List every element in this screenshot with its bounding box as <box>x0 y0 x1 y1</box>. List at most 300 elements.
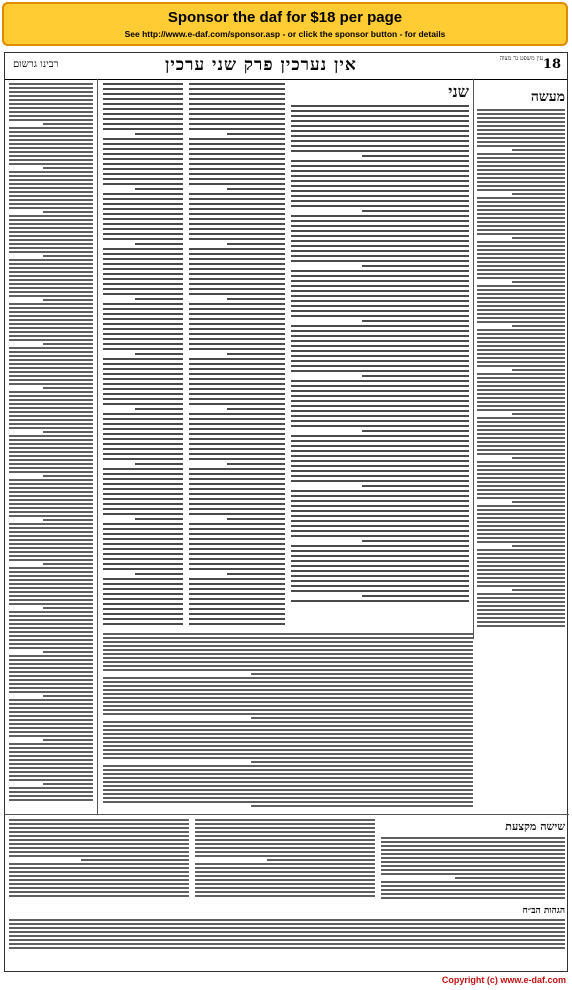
text-line <box>291 500 469 502</box>
text-line <box>9 599 93 601</box>
copyright-link[interactable]: Copyright (c) www.e-daf.com <box>441 975 566 985</box>
text-line <box>189 503 285 505</box>
text-line <box>9 523 93 525</box>
text-line <box>477 349 565 351</box>
text-line <box>43 431 93 433</box>
text-line <box>227 463 285 465</box>
text-line <box>381 841 565 843</box>
text-line <box>477 181 565 183</box>
text-line <box>103 773 473 775</box>
text-line <box>291 300 469 302</box>
text-line <box>362 595 469 597</box>
text-line <box>195 855 375 857</box>
text-line <box>251 761 473 763</box>
text-line <box>362 430 469 432</box>
rashi-lower <box>103 633 473 811</box>
text-line <box>291 250 469 252</box>
text-line <box>9 867 189 869</box>
text-line <box>251 717 473 719</box>
text-line <box>103 503 183 505</box>
text-line <box>103 343 183 345</box>
text-line <box>135 133 183 135</box>
text-line <box>477 245 565 247</box>
text-line <box>9 115 93 117</box>
text-line <box>189 248 285 250</box>
text-line <box>103 138 183 140</box>
text-line <box>189 583 285 585</box>
text-line <box>477 337 565 339</box>
text-line <box>291 240 469 242</box>
text-line <box>477 165 565 167</box>
text-line <box>189 288 285 290</box>
text-line <box>477 597 565 599</box>
text-line <box>135 243 183 245</box>
text-line <box>9 663 93 665</box>
text-line <box>103 508 183 510</box>
text-line <box>189 173 285 175</box>
text-line <box>362 485 469 487</box>
text-line <box>9 235 93 237</box>
text-line <box>189 493 285 495</box>
text-line <box>477 333 565 335</box>
text-line <box>9 279 93 281</box>
text-line <box>103 701 473 703</box>
text-line <box>477 405 565 407</box>
text-line <box>9 479 93 481</box>
text-line <box>9 351 93 353</box>
text-line <box>189 268 285 270</box>
text-line <box>103 278 183 280</box>
text-line <box>291 145 469 147</box>
text-line <box>135 188 183 190</box>
text-line <box>9 891 189 893</box>
text-line <box>103 433 183 435</box>
text-line <box>103 797 473 799</box>
text-line <box>9 571 93 573</box>
text-line <box>477 489 565 491</box>
text-line <box>189 438 285 440</box>
text-line <box>43 607 93 609</box>
text-line <box>291 415 469 417</box>
text-line <box>103 393 183 395</box>
text-line <box>291 220 469 222</box>
text-line <box>291 170 469 172</box>
text-line <box>291 310 469 312</box>
text-line <box>9 775 93 777</box>
text-line <box>9 371 93 373</box>
text-line <box>362 265 469 267</box>
text-line <box>189 388 285 390</box>
text-line <box>189 458 285 460</box>
tosafot-column <box>103 83 183 628</box>
text-line <box>9 307 93 309</box>
text-line <box>381 853 565 855</box>
text-line <box>195 871 375 873</box>
text-line <box>9 623 93 625</box>
text-line <box>477 621 565 623</box>
text-line <box>103 558 183 560</box>
text-line <box>477 509 565 511</box>
text-line <box>9 819 189 821</box>
text-line <box>189 533 285 535</box>
text-line <box>103 705 473 707</box>
lead-word: שני <box>448 83 469 101</box>
page-number: 18 <box>542 57 561 72</box>
text-line <box>227 518 285 520</box>
text-line <box>103 173 183 175</box>
text-line <box>103 528 183 530</box>
text-line <box>189 588 285 590</box>
text-line <box>9 799 93 801</box>
text-line <box>291 520 469 522</box>
talmud-page <box>4 52 568 972</box>
text-line <box>9 551 93 553</box>
text-line <box>291 340 469 342</box>
text-line <box>477 213 565 215</box>
text-line <box>195 895 375 897</box>
text-line <box>477 141 565 143</box>
text-line <box>103 128 183 130</box>
text-line <box>291 445 469 447</box>
text-line <box>477 129 565 131</box>
text-line <box>362 320 469 322</box>
text-line <box>189 568 285 570</box>
text-line <box>381 881 565 883</box>
text-line <box>9 603 93 605</box>
text-line <box>477 525 565 527</box>
text-line <box>9 763 93 765</box>
text-line <box>381 837 565 839</box>
text-line <box>103 193 183 195</box>
text-line <box>477 117 565 119</box>
text-line <box>103 637 473 639</box>
text-line <box>9 227 93 229</box>
text-line <box>381 893 565 895</box>
text-line <box>477 265 565 267</box>
text-line <box>477 517 565 519</box>
text-line <box>477 301 565 303</box>
text-line <box>189 623 285 625</box>
text-line <box>9 219 93 221</box>
text-line <box>9 195 93 197</box>
text-line <box>381 865 565 867</box>
text-line <box>291 185 469 187</box>
text-line <box>9 247 93 249</box>
text-line <box>189 473 285 475</box>
text-line <box>291 125 469 127</box>
text-line <box>189 368 285 370</box>
text-line <box>477 565 565 567</box>
text-line <box>189 343 285 345</box>
text-line <box>477 505 565 507</box>
text-line <box>291 390 469 392</box>
text-line <box>103 373 183 375</box>
text-line <box>9 707 93 709</box>
text-line <box>477 537 565 539</box>
text-line <box>9 331 93 333</box>
sponsor-banner[interactable] <box>2 2 568 46</box>
text-line <box>103 618 183 620</box>
text-line <box>9 555 93 557</box>
text-line <box>267 859 375 861</box>
text-line <box>477 309 565 311</box>
text-line <box>189 168 285 170</box>
text-line <box>9 163 93 165</box>
text-line <box>381 861 565 863</box>
text-line <box>189 88 285 90</box>
text-line <box>189 543 285 545</box>
text-line <box>512 281 565 283</box>
text-line <box>9 675 93 677</box>
text-line <box>477 361 565 363</box>
text-line <box>103 777 473 779</box>
text-line <box>477 229 565 231</box>
text-line <box>477 345 565 347</box>
text-line <box>9 595 93 597</box>
text-line <box>103 168 183 170</box>
text-line <box>381 889 565 891</box>
text-line <box>103 693 473 695</box>
text-line <box>291 180 469 182</box>
text-line <box>9 503 93 505</box>
text-line <box>9 99 93 101</box>
text-line <box>189 238 285 240</box>
text-line <box>103 789 473 791</box>
text-line <box>291 435 469 437</box>
text-line <box>103 733 473 735</box>
text-line <box>9 719 93 721</box>
text-line <box>189 548 285 550</box>
text-line <box>477 481 565 483</box>
text-line <box>103 183 183 185</box>
text-line <box>9 179 93 181</box>
text-line <box>9 471 93 473</box>
text-line <box>195 883 375 885</box>
text-line <box>103 641 473 643</box>
text-line <box>9 499 93 501</box>
divider <box>473 79 474 639</box>
text-line <box>103 233 183 235</box>
text-line <box>9 271 93 273</box>
text-line <box>9 487 93 489</box>
text-line <box>9 155 93 157</box>
text-line <box>43 343 93 345</box>
text-line <box>9 683 93 685</box>
text-line <box>103 228 183 230</box>
text-line <box>512 325 565 327</box>
text-line <box>9 919 565 921</box>
text-line <box>291 200 469 202</box>
text-line <box>103 523 183 525</box>
text-line <box>103 689 473 691</box>
text-line <box>103 338 183 340</box>
text-line <box>189 323 285 325</box>
text-line <box>477 169 565 171</box>
text-line <box>477 241 565 243</box>
text-line <box>477 373 565 375</box>
text-line <box>477 393 565 395</box>
text-line <box>9 923 565 925</box>
text-line <box>9 287 93 289</box>
text-line <box>195 827 375 829</box>
text-line <box>251 805 473 807</box>
text-line <box>9 715 93 717</box>
text-line <box>103 398 183 400</box>
text-line <box>9 835 189 837</box>
text-line <box>291 495 469 497</box>
text-line <box>103 428 183 430</box>
text-line <box>9 687 93 689</box>
text-line <box>103 608 183 610</box>
text-line <box>103 801 473 803</box>
text-line <box>9 843 189 845</box>
text-line <box>43 211 93 213</box>
text-line <box>291 305 469 307</box>
text-line <box>9 699 93 701</box>
text-line <box>103 483 183 485</box>
text-line <box>381 845 565 847</box>
text-line <box>9 443 93 445</box>
text-line <box>291 505 469 507</box>
text-line <box>477 429 565 431</box>
text-line <box>291 325 469 327</box>
text-line <box>512 589 565 591</box>
text-line <box>43 695 93 697</box>
text-line <box>9 731 93 733</box>
text-line <box>103 598 183 600</box>
banner-subtitle[interactable]: See http://www.e-daf.com/sponsor.asp - or click the sponsor button - for details <box>124 29 446 39</box>
text-line <box>103 423 183 425</box>
text-line <box>477 189 565 191</box>
text-line <box>9 251 93 253</box>
text-line <box>43 783 93 785</box>
text-line <box>291 405 469 407</box>
text-line <box>189 403 285 405</box>
text-line <box>189 443 285 445</box>
text-line <box>9 223 93 225</box>
text-line <box>477 357 565 359</box>
text-line <box>381 857 565 859</box>
text-line <box>103 98 183 100</box>
text-line <box>9 419 93 421</box>
text-line <box>291 215 469 217</box>
text-line <box>103 603 183 605</box>
text-line <box>103 113 183 115</box>
text-line <box>9 355 93 357</box>
text-line <box>9 95 93 97</box>
text-line <box>9 435 93 437</box>
text-line <box>477 469 565 471</box>
text-line <box>477 485 565 487</box>
text-line <box>103 363 183 365</box>
text-line <box>43 651 93 653</box>
text-line <box>189 223 285 225</box>
text-line <box>477 125 565 127</box>
text-line <box>477 225 565 227</box>
text-line <box>9 679 93 681</box>
text-line <box>9 863 189 865</box>
text-line <box>291 580 469 582</box>
text-line <box>9 183 93 185</box>
text-line <box>189 528 285 530</box>
text-line <box>9 315 93 317</box>
text-line <box>227 188 285 190</box>
text-line <box>189 283 285 285</box>
running-head: אין נערכין פרק שני ערכין <box>165 55 357 75</box>
text-line <box>9 199 93 201</box>
text-line <box>9 175 93 177</box>
text-line <box>291 205 469 207</box>
text-line <box>477 353 565 355</box>
text-line <box>103 513 183 515</box>
text-line <box>477 297 565 299</box>
text-line <box>103 153 183 155</box>
text-line <box>9 823 189 825</box>
text-line <box>381 849 565 851</box>
text-line <box>291 355 469 357</box>
left-column-title: רבינו גרשום <box>13 59 59 70</box>
text-line <box>103 253 183 255</box>
text-line <box>9 935 565 937</box>
text-line <box>9 451 93 453</box>
text-line <box>291 600 469 602</box>
text-line <box>477 185 565 187</box>
text-line <box>103 88 183 90</box>
text-line <box>9 263 93 265</box>
text-line <box>189 423 285 425</box>
text-line <box>103 563 183 565</box>
text-line <box>103 148 183 150</box>
text-line <box>477 465 565 467</box>
text-line <box>103 793 473 795</box>
text-line <box>135 573 183 575</box>
text-line <box>291 570 469 572</box>
text-line <box>189 488 285 490</box>
text-line <box>9 367 93 369</box>
text-line <box>291 565 469 567</box>
text-line <box>9 135 93 137</box>
notes-col-1 <box>9 819 189 901</box>
text-line <box>189 338 285 340</box>
text-line <box>477 317 565 319</box>
text-line <box>103 633 473 635</box>
text-line <box>9 215 93 217</box>
text-line <box>189 233 285 235</box>
text-line <box>189 308 285 310</box>
text-line <box>512 149 565 151</box>
text-line <box>9 855 189 857</box>
text-line <box>9 323 93 325</box>
text-line <box>189 363 285 365</box>
text-line <box>291 175 469 177</box>
text-line <box>291 255 469 257</box>
text-line <box>477 529 565 531</box>
text-line <box>9 363 93 365</box>
text-line <box>291 195 469 197</box>
text-line <box>189 553 285 555</box>
text-line <box>103 258 183 260</box>
text-line <box>291 225 469 227</box>
text-line <box>189 83 285 85</box>
text-line <box>43 519 93 521</box>
text-line <box>9 243 93 245</box>
text-line <box>9 391 93 393</box>
text-line <box>477 365 565 367</box>
text-line <box>9 151 93 153</box>
text-line <box>189 358 285 360</box>
text-line <box>9 791 93 793</box>
text-line <box>291 120 469 122</box>
